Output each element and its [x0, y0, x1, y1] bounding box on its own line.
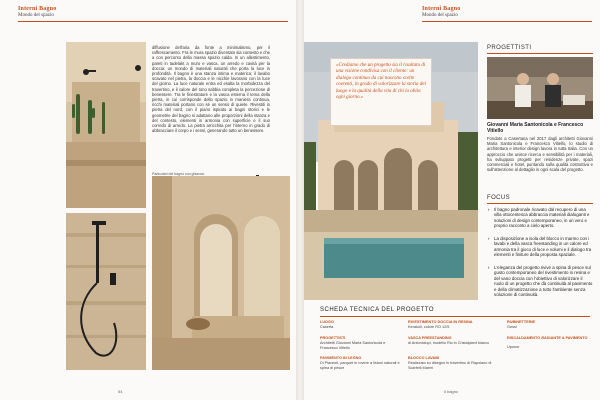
focus-item-3 — [488, 265, 593, 298]
right-header — [422, 6, 592, 22]
scheda-label: RUBINETTERIE — [507, 320, 536, 324]
progettisti-title: PROGETTISTI — [487, 45, 532, 51]
designer-quote: «Crediamo che un progetto sia il risultato di una visione condivisa con il cliente: un dialogo continuo da cui nascono scelte coerenti, in grado di valorizzare la storia del luogo e la qualità della vita di chi lo abita ogni giorno.» — [336, 63, 426, 101]
photo-caption: Particolari del bagno con ghiaccio — [152, 172, 205, 176]
section-name-right: Mondo del spazio — [422, 13, 458, 18]
right-page — [304, 0, 600, 400]
right-page-number: Il bagno — [444, 389, 459, 394]
scheda-value: Caserta — [320, 325, 334, 329]
arrow-right-icon: › — [488, 236, 490, 241]
scheda-label: BLOCCO LAVABI — [408, 356, 440, 360]
photo-faucet — [66, 213, 146, 370]
arrow-right-icon: › — [488, 265, 490, 270]
scheda-label: PROGETTISTI — [320, 336, 346, 340]
focus-item-1 — [488, 207, 593, 234]
scheda-value: Gessi — [507, 325, 517, 329]
photo-arched-bath — [152, 176, 290, 370]
scheda-value: Kerakoll, colore RO 12/5 — [408, 325, 450, 329]
left-page — [0, 0, 296, 400]
scheda-title: SCHEDA TECNICA DEL PROGETTO — [320, 307, 435, 313]
photo-shower-niche — [66, 42, 146, 208]
header-rule-right — [422, 21, 592, 22]
quote-box — [330, 58, 432, 126]
scheda-label: RISCALDAMENTO RADIANTE A PAVIMENTO — [507, 336, 588, 340]
scheda-label: VASCA FREESTANDING — [408, 336, 452, 340]
focus-item-2-text: La disposizione a isola del blocco in marmo con i lavabi e della vasca freestanding in un calore ed armonia tra il gioco di luce e volumi e il dialogo tra elementi e finiture della proposta spaziale. — [494, 236, 592, 258]
scheda-value: Realizzato su disegno in travertino di Rapolano di Scarfelli Marmi — [408, 361, 492, 370]
focus-rule — [487, 203, 593, 204]
scheda-label: RIVESTIMENTO DOCCIA IN RESINA — [408, 320, 473, 324]
left-header — [18, 6, 288, 22]
header-rule — [18, 21, 288, 22]
photo-designers — [487, 57, 593, 119]
progettisti-rule — [487, 53, 593, 54]
scheda-value: Architetti Giovanni Maria Santonicola e Francesco Vitiello — [320, 341, 386, 350]
section-name: Mondo del spazio — [18, 13, 54, 18]
focus-item-3-text: L'eleganza del progetto rivive a spina di pesce sul gusto contemporaneo del rivestimento in resina e del vano doccia con l'obiettivo di valorizzare il ruolo di un progetto che dà continuità al pavimento e della climatizzazione a tutto l'ambiente senza soluzione di continuità. — [494, 265, 593, 298]
focus-item-1-text: Il bagno padronale ricavato dal recupero di una villa ottocentesca abbraccia materiali dialoganti e soluzioni di design contemporaneo, in un vero e proprio racconto a cielo aperto. — [494, 207, 590, 229]
scheda-label: PAVIMENTO IN LEGNO — [320, 356, 362, 360]
focus-item-2 — [488, 236, 593, 263]
scheda-value: Uponor — [507, 345, 520, 349]
article-body: diffusione dell'aria da fonte a minimalismo, per il raffrescamento. Fra le mura spazio diventato sia contesto e che a con percorso della massa spazio calda. In un allestimento, pareti in tadelakt a muro e vasca, un arredo e cavità per la doccia: un mondo di materiali naturali che porta la luce in profondità. Il bagno è una stanza intima e materica; il lavabo scavato nel pietra, la doccia e le nicchie lavorano con la luce del giorno. La luce naturale entra ed esalta la morbidezza del travertino, e il calore del tono sabbia completa la percezione di benessere. Tra le finestrature e la vasca esterna il tema della pietra, in cui corrisponde dello spazio in maniera continua, ricchi materiali portano con sé un senso di quiete. Rivestiti in pietra del nord, con il piano ispirato ai bagni storici e le geometrie del bagno si adattano alle proporzioni della stanza e del contesto, elementi in armonia con superficie e il suo corredo di arredo. La pietra arricchita per l'interno in grado di abbracciare il corpo e i sensi, generando tutto un benessere. — [152, 45, 270, 134]
magazine-title-right: Interni Bagno — [422, 6, 461, 12]
designer-names: Giovanni Maria Santonicola e Francesco Vitiello — [487, 122, 584, 134]
left-page-number: 54 — [118, 389, 123, 394]
gutter — [296, 0, 304, 400]
scheda-rule — [320, 316, 590, 317]
magazine-title: Interni Bagno — [18, 6, 57, 12]
scheda-value: Di Piacenti, parquet in rovere a listoni naturali e spina di pesce — [320, 361, 400, 370]
designers-bio: Fondato a Casertana nel 2017 dagli architetti Giovanni Maria Santonicola e Francesco Vitiello, lo studio di architettura e interior design lavora in tutta Italia. Con un approccio che unisce ricerca e sensibilità per i materiali, ha sviluppato progetti per residenze private, spazi commerciali e hotel, puntando sulla qualità costruttiva e sull'attenzione al dettaglio in ogni scala del progetto. — [487, 136, 593, 173]
scheda-value: di Antoniolupi, modello Rio in Cristalplant bianco — [408, 341, 490, 345]
focus-title: FOCUS — [487, 195, 510, 201]
scheda-label: LUOGO — [320, 320, 334, 324]
arrow-right-icon: › — [488, 207, 490, 212]
